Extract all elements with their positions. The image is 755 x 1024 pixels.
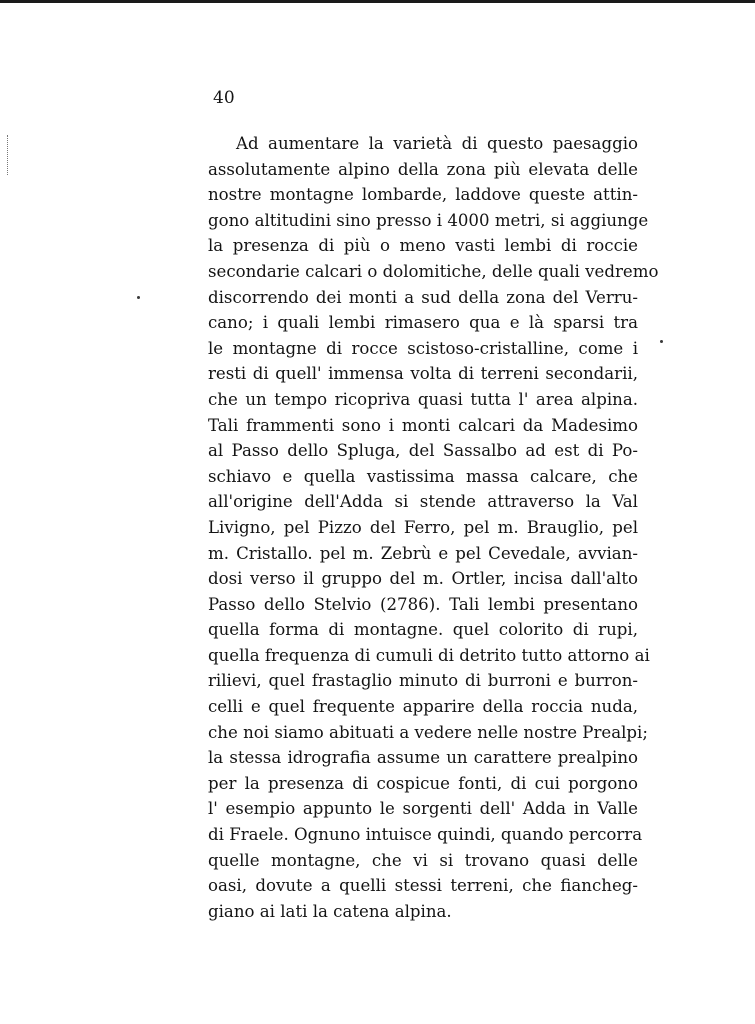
text-line: che noi siamo abituati a vedere nelle nostre Prealpi; — [208, 722, 648, 742]
text-line: la presenza di più o meno vasti lembi di roccie — [208, 236, 638, 256]
scan-margin-marks — [7, 135, 10, 175]
text-line: giano ai lati la catena alpina. — [208, 901, 452, 921]
text-line: la stessa idrografia assume un carattere prealpino — [208, 748, 638, 768]
text-line: al Passo dello Spluga, del Sassalbo ad est di Po- — [208, 441, 638, 461]
text-line: che un tempo ricopriva quasi tutta l' area alpina. — [208, 389, 638, 409]
text-line: quella forma di montagne. quel colorito di rupi, — [208, 620, 638, 640]
text-line: le montagne di rocce scistoso-cristalline, come i — [208, 338, 638, 358]
text-line: di Fraele. Ognuno intuisce quindi, quando percorra — [208, 825, 643, 845]
page-number: 40 — [213, 88, 235, 108]
text-line: resti di quell' immensa volta di terreni secondarii, — [208, 364, 638, 384]
text-line: schiavo e quella vastissima massa calcare, che — [208, 466, 638, 486]
text-line: all'origine dell'Adda si stende attraverso la Val — [208, 492, 638, 512]
text-line: Tali frammenti sono i monti calcari da Madesimo — [208, 415, 638, 435]
text-line: per la presenza di cospicue fonti, di cui porgono — [208, 773, 638, 793]
scan-top-border — [0, 0, 755, 3]
text-line: secondarie calcari o dolomitiche, delle quali vedremo — [208, 261, 659, 281]
text-line: dosi verso il gruppo del m. Ortler, incisa dall'alto — [208, 569, 638, 589]
scan-speck — [137, 296, 140, 299]
text-line: quelle montagne, che vi si trovano quasi delle — [208, 850, 638, 870]
text-line: gono altitudini sino presso i 4000 metri, si aggiunge — [208, 210, 649, 230]
text-line: m. Cristallo. pel m. Zebrù e pel Cevedale, avvian- — [208, 543, 638, 563]
text-line: oasi, dovute a quelli stessi terreni, che fiancheg- — [208, 876, 638, 896]
text-line: rilievi, quel frastaglio minuto di burroni e burron- — [208, 671, 638, 691]
text-line: Ad aumentare la varietà di questo paesaggio — [236, 134, 638, 153]
text-line: cano; i quali lembi rimasero qua e là sparsi tra — [208, 313, 638, 333]
body-paragraph — [208, 131, 659, 924]
text-line: assolutamente alpino della zona più elevata delle — [208, 159, 638, 179]
text-line: Passo dello Stelvio (2786). Tali lembi presentano — [208, 594, 638, 614]
text-line: nostre montagne lombarde, laddove queste attin- — [208, 185, 638, 205]
scan-speck — [660, 340, 663, 343]
text-line: Livigno, pel Pizzo del Ferro, pel m. Brauglio, pel — [208, 517, 638, 537]
text-line: quella frequenza di cumuli di detrito tutto attorno ai — [208, 645, 650, 665]
text-line: discorrendo dei monti a sud della zona del Verru- — [208, 287, 638, 307]
text-line: l' esempio appunto le sorgenti dell' Adda in Valle — [208, 799, 638, 819]
text-line: celli e quel frequente apparire della roccia nuda, — [208, 697, 638, 717]
